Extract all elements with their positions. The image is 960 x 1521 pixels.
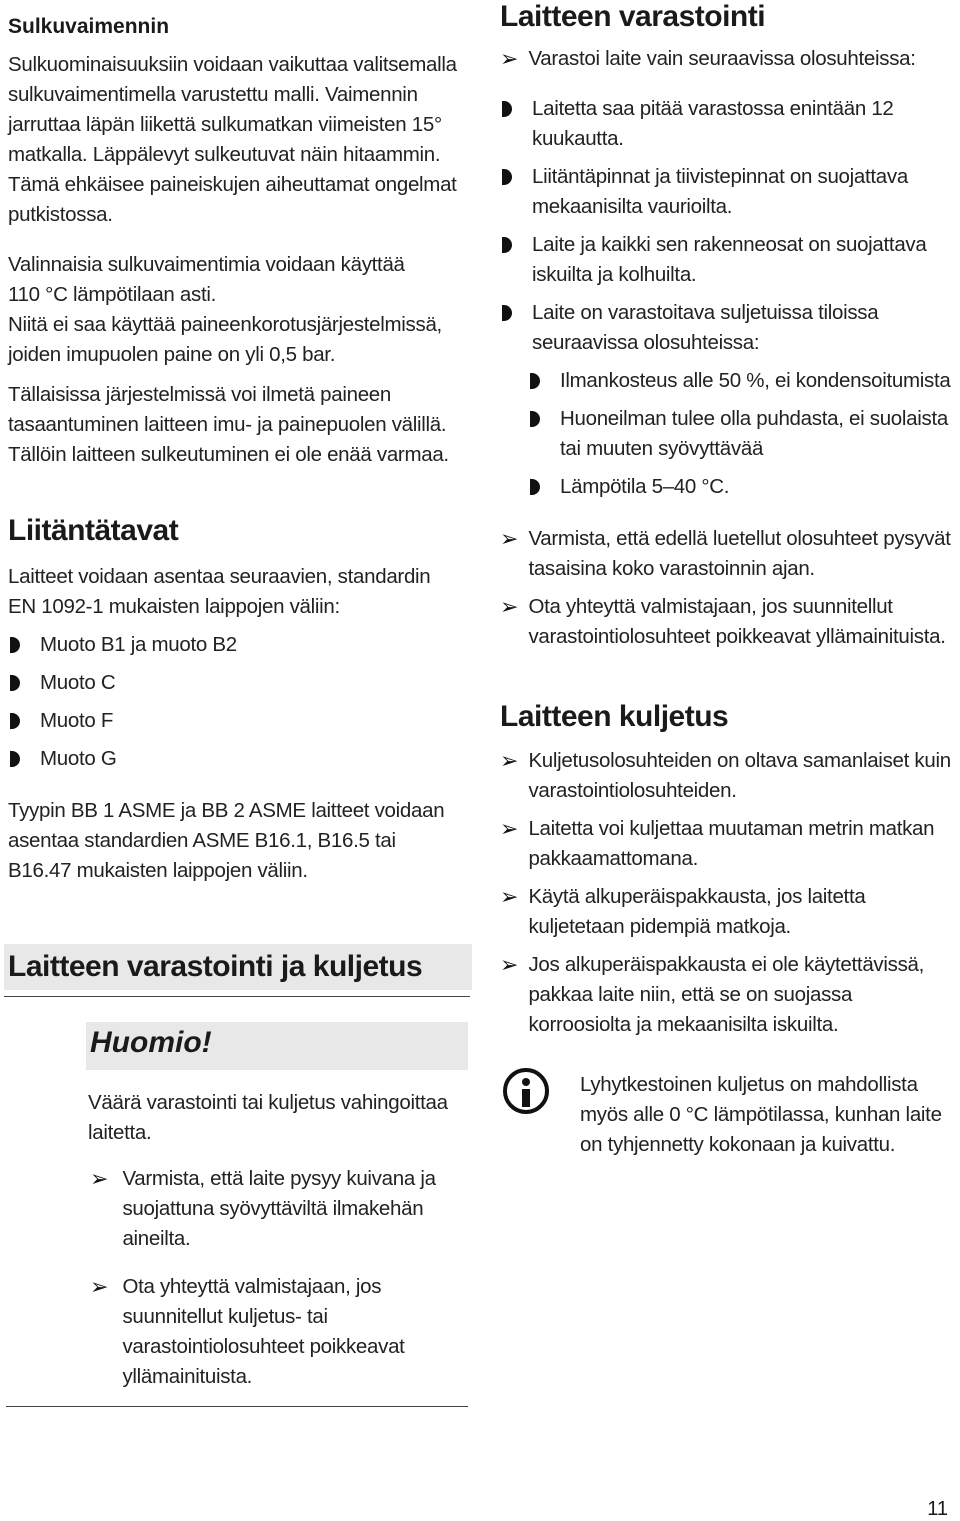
arrow-bullet-icon: ➢ [90, 1166, 109, 1191]
paragraph-sulkuvaimennin-2: Valinnaisia sulkuvaimentimia voidaan käyttää 110 °C lämpötilaan asti. Niitä ei saa käyttää paineenkorotusjärjestelmissä, joiden imupuolen paine on yli 0,5 bar. [8, 253, 442, 366]
paragraph-liitanta-intro: Laitteet voidaan asentaa seuraavien, standardin EN 1092-1 mukaisten laippojen väliin: [8, 565, 431, 618]
list-item: Huoneilman tulee olla puhdasta, ei suolaista tai muuten syövyttävää [530, 404, 956, 464]
arrow-bullet-icon: ➢ [500, 952, 519, 977]
half-circle-bullet-icon [10, 751, 20, 767]
list-item: Muoto B1 ja muoto B2 [10, 630, 237, 660]
list-item: Muoto F [10, 706, 113, 736]
list-item: ➢ Ota yhteyttä valmistajaan, jos suunnitellut kuljetus- tai varastointiolosuhteet poikkeavat yllämainituista. [90, 1272, 468, 1392]
section-title-varastointi: Laitteen varastointi [500, 0, 766, 33]
half-circle-bullet-icon [502, 305, 512, 321]
arrow-bullet-icon: ➢ [500, 816, 519, 841]
warning-bottom-divider [6, 1406, 468, 1407]
half-circle-bullet-icon [10, 675, 20, 691]
list-item: Laite on varastoitava suljetuissa tiloissa seuraavissa olosuhteissa: [502, 298, 956, 358]
arrow-bullet-icon: ➢ [500, 526, 519, 551]
half-circle-bullet-icon [502, 101, 512, 117]
list-item: Ilmankosteus alle 50 %, ei kondensoitumista [530, 366, 956, 396]
half-circle-bullet-icon [530, 411, 540, 427]
half-circle-bullet-icon [10, 713, 20, 729]
list-item: Laitetta saa pitää varastossa enintään 12 kuukautta. [502, 94, 956, 154]
list-item: ➢ Kuljetusolosuhteiden on oltava samanlaiset kuin varastointiolosuhteiden. [500, 746, 956, 806]
section-divider [4, 996, 470, 997]
section-title-varastointi-ja-kuljetus: Laitteen varastointi ja kuljetus [8, 950, 423, 983]
list-item: ➢ Jos alkuperäispakkausta ei ole käytettävissä, pakkaa laite niin, että se on suojassa korroosiolta ja mekaanisilta iskuilta. [500, 950, 956, 1040]
half-circle-bullet-icon [502, 237, 512, 253]
list-item: Liitäntäpinnat ja tiivistepinnat on suojattava mekaanisilta vaurioilta. [502, 162, 956, 222]
paragraph-sulkuvaimennin-3: Tällaisissa järjestelmissä voi ilmetä paineen tasaantuminen laitteen imu- ja painepuolen välillä. Tällöin laitteen sulkeutuminen ei ole enää varmaa. [8, 383, 449, 466]
arrow-bullet-icon: ➢ [500, 46, 519, 71]
list-item: ➢ Ota yhteyttä valmistajaan, jos suunnitellut varastointiolosuhteet poikkeavat yllämainituista. [500, 592, 956, 652]
half-circle-bullet-icon [10, 637, 20, 653]
section-title-kuljetus: Laitteen kuljetus [500, 700, 729, 733]
paragraph-sulkuvaimennin-1: Sulkuominaisuuksiin voidaan vaikuttaa valitsemalla sulkuvaimentimella varustettu malli. Vaimennin jarruttaa läpän liikettä sulkumatkan viimeisten 15° matkalla. Läppälevyt sulkeutuvat näin hitaammin. Tämä ehkäisee paineiskujen aiheuttamat ongelmat putkistossa. [8, 53, 457, 226]
list-item: ➢ Varmista, että edellä luetellut olosuhteet pysyvät tasaisina koko varastoinnin ajan. [500, 524, 956, 584]
arrow-bullet-icon: ➢ [90, 1274, 109, 1299]
half-circle-bullet-icon [502, 169, 512, 185]
list-item: Muoto G [10, 744, 117, 774]
list-item: Laite ja kaikki sen rakenneosat on suojattava iskuilta ja kolhuilta. [502, 230, 956, 290]
arrow-bullet-icon: ➢ [500, 884, 519, 909]
arrow-bullet-icon: ➢ [500, 748, 519, 773]
arrow-bullet-icon: ➢ [500, 594, 519, 619]
section-title-liitantatavat: Liitäntätavat [8, 514, 179, 547]
half-circle-bullet-icon [530, 373, 540, 389]
section-title-sulkuvaimennin: Sulkuvaimennin [8, 15, 170, 38]
paragraph-liitanta-outro: Tyypin BB 1 ASME ja BB 2 ASME laitteet voidaan asentaa standardien ASME B16.1, B16.5 tai B16.47 mukaisten laippojen väliin. [8, 799, 445, 882]
info-icon [503, 1068, 549, 1114]
info-note: Lyhytkestoinen kuljetus on mahdollista myös alle 0 °C lämpötilassa, kunhan laite on tyhjennetty kokonaan ja kuivattu. [580, 1073, 942, 1156]
list-item: Muoto C [10, 668, 115, 698]
warning-text: Väärä varastointi tai kuljetus vahingoittaa laitetta. [88, 1091, 448, 1144]
page-number: 11 [927, 1498, 948, 1520]
list-item: ➢ Käytä alkuperäispakkausta, jos laitetta kuljetetaan pidempiä matkoja. [500, 882, 956, 942]
warning-title: Huomio! [90, 1026, 212, 1059]
half-circle-bullet-icon [530, 479, 540, 495]
list-item: ➢ Varastoi laite vain seuraavissa olosuhteissa: [500, 44, 956, 74]
list-item: ➢ Varmista, että laite pysyy kuivana ja suojattuna syövyttäviltä ilmakehän aineilta. [90, 1164, 468, 1254]
list-item: Lämpötila 5–40 °C. [530, 472, 956, 502]
list-item: ➢ Laitetta voi kuljettaa muutaman metrin matkan pakkaamattomana. [500, 814, 956, 874]
